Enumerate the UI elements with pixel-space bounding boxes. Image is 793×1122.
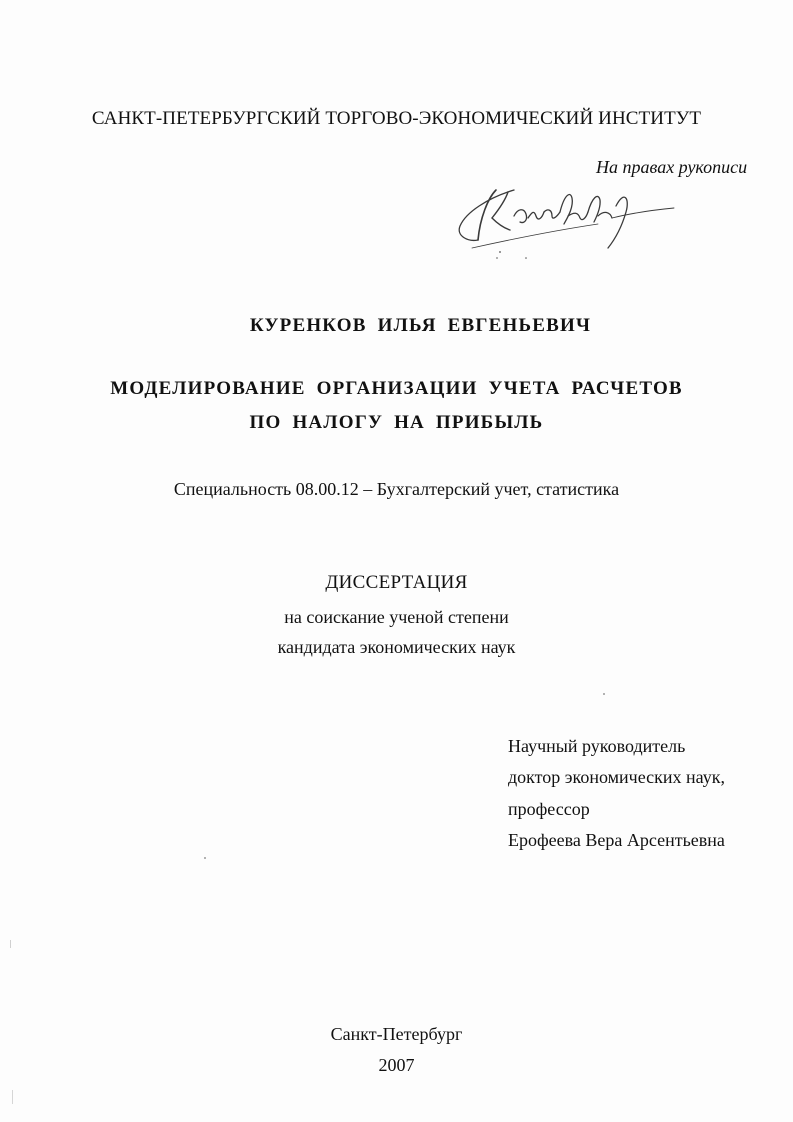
- city: Санкт-Петербург: [330, 1024, 463, 1044]
- author-name: КУРЕНКОВ ИЛЬЯ ЕВГЕНЬЕВИЧ: [249, 315, 592, 336]
- degree-line-1: на соискание ученой степени: [284, 607, 509, 627]
- scan-speck: [12, 1090, 13, 1104]
- dissertation-title-line-1: МОДЕЛИРОВАНИЕ ОРГАНИЗАЦИИ УЧЕТА РАСЧЕТОВ: [110, 378, 683, 399]
- advisor-degree: доктор экономических наук,: [508, 767, 725, 787]
- scan-speck: [204, 857, 206, 859]
- advisor-title: профессор: [508, 799, 590, 819]
- advisor-role: Научный руководитель: [508, 736, 686, 756]
- institution-name: САНКТ-ПЕТЕРБУРГСКИЙ ТОРГОВО-ЭКОНОМИЧЕСКИЙ ИНСТИТУТ: [91, 108, 702, 129]
- specialty-line: Специальность 08.00.12 – Бухгалтерский учет, статистика: [173, 479, 620, 499]
- manuscript-rights-note: На правах рукописи: [596, 157, 748, 177]
- year: 2007: [378, 1055, 415, 1075]
- advisor-name: Ерофеева Вера Арсентьевна: [508, 830, 725, 850]
- document-type-label: ДИССЕРТАЦИЯ: [325, 572, 468, 593]
- scan-speck: [10, 940, 11, 948]
- dissertation-title-line-2: ПО НАЛОГУ НА ПРИБЫЛЬ: [249, 412, 544, 433]
- scan-speck: [603, 693, 605, 695]
- degree-line-2: кандидата экономических наук: [277, 637, 516, 657]
- handwritten-signature: [448, 168, 678, 263]
- scan-speck: [496, 257, 498, 259]
